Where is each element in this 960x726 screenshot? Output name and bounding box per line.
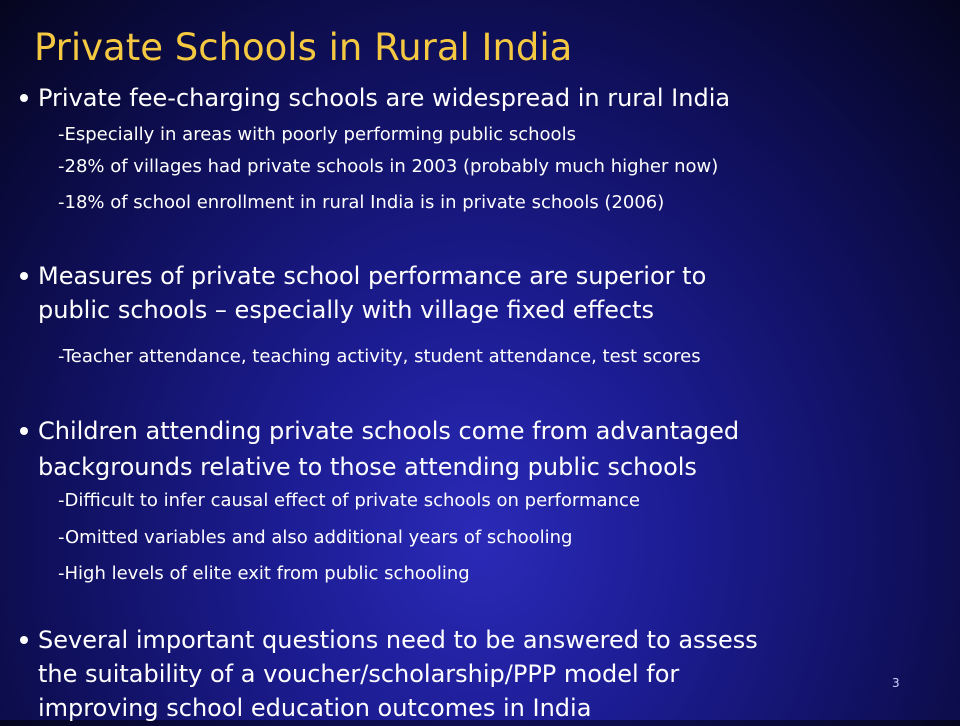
bullet-2-line-2: public schools – especially with village fixed effects	[38, 296, 655, 324]
slide-title: Private Schools in Rural India	[34, 26, 573, 69]
bullet-4	[20, 622, 758, 658]
bullet-3	[20, 413, 739, 449]
page-number: 3	[892, 676, 900, 690]
bullet-3-line-1: Children attending private schools come from advantaged	[38, 417, 740, 445]
bullet-1	[20, 80, 730, 116]
bullet-4-line-2: the suitability of a voucher/scholarship/PPP model for	[38, 660, 680, 688]
bullet-2	[20, 258, 706, 294]
bullet-2-line-1: Measures of private school performance are superior to	[38, 262, 707, 290]
bullet-dot-icon	[20, 94, 28, 102]
bullet-1-sub-3: -18% of school enrollment in rural India is in private schools (2006)	[58, 192, 665, 213]
bullet-2-sub-1: -Teacher attendance, teaching activity, student attendance, test scores	[58, 346, 701, 367]
bullet-dot-icon	[20, 427, 28, 435]
bullet-3-sub-2: -Omitted variables and also additional years of schooling	[58, 527, 573, 548]
bullet-3-line-2: backgrounds relative to those attending public schools	[38, 453, 697, 481]
bullet-1-sub-2: -28% of villages had private schools in 2003 (probably much higher now)	[58, 156, 719, 177]
bullet-1-sub-1: -Especially in areas with poorly performing public schools	[58, 124, 576, 145]
bullet-1-line-1: Private fee-charging schools are widespread in rural India	[38, 84, 731, 112]
bullet-dot-icon	[20, 272, 28, 280]
bullet-3-sub-3: -High levels of elite exit from public schooling	[58, 563, 470, 584]
bullet-4-line-3: improving school education outcomes in India	[38, 694, 592, 722]
bullet-3-sub-1: -Difficult to infer causal effect of private schools on performance	[58, 490, 640, 511]
bullet-dot-icon	[20, 636, 28, 644]
bullet-4-line-1: Several important questions need to be answered to assess	[38, 626, 758, 654]
